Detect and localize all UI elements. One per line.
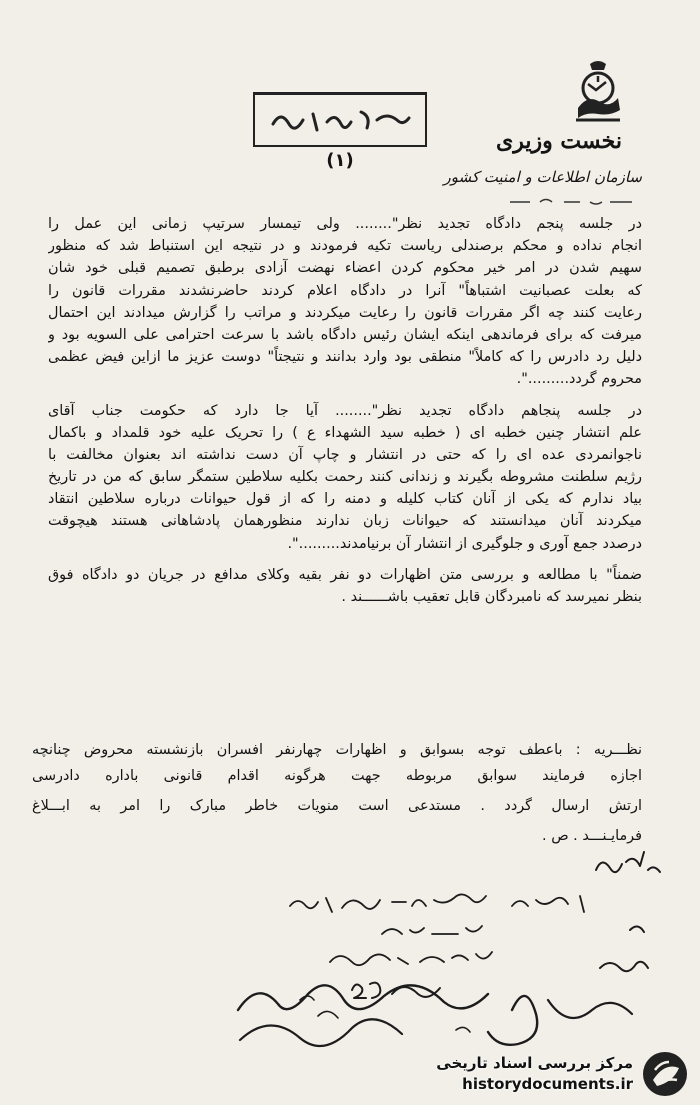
body-line: میکردند آنان میدانستند که حیوانات زبان ندارند منظورهمان پادشاهانی هستند هیچوقت bbox=[48, 513, 642, 530]
body-line: میرفت که برای فرماندهی اینکه ایشان رئیس دادگاه باشد با سرعت احترامی علی السویه بود و bbox=[48, 326, 642, 343]
body-line: دلیل رد دادرس را که کاملاً" منطقی بود وارد بدانند و نتیجتاً" دوست عزیز ما ازاین فیض عظمی bbox=[48, 349, 642, 366]
body-line: سهیم شدن در امر خیر محکوم کردن اعضاء نهضت آزادی برطبق تصمیم قبلی خود شان bbox=[48, 260, 642, 277]
body-line: درصدد جمع آوری و جلوگیری از انتشار آن برنیامدند.........". bbox=[287, 535, 642, 552]
body-line: ناجوانمردی عده ای را که حتی در انتشار و چاپ آن دست نداشته اند بعنوان مخالفت با bbox=[48, 446, 642, 463]
body-line: که بعلت عصبانیت اشتباهاً" آنرا در دادگاه اعلام کردند حاضرنشدند مقررات قانون را bbox=[48, 282, 642, 299]
body-line: انجام نداده و محکم برصندلی ریاست تکیه فرمودند و در نتیجه این استنباط شد که منظور bbox=[48, 238, 642, 255]
organization-name: سازمان اطلاعات و امنیت کشور bbox=[443, 168, 642, 186]
body-line: علم انتشار چنین خطبه ای ( خطبه سید الشهداء ع ) را تحریک علیه خود قلمداد و باکمال bbox=[48, 424, 642, 441]
opinion-line: فرمایـنـــد . ص . bbox=[542, 828, 642, 845]
body-line: در جلسه پنجم دادگاه تجدید نظر"........ ولی تیمسار سرتیپ زمانی این عمل را bbox=[48, 216, 642, 232]
opinion-line: نظـــریه : باعطف توجه بسوابق و اظهارات چهارنفر افسران بازنشسته محروض چنانچه bbox=[32, 742, 642, 758]
archive-watermark bbox=[425, 1048, 695, 1100]
body-line: ضمناً" با مطالعه و بررسی متن اظهارات دو نفر بقیه وکلای مدافع در جریان دو دادگاه فوق bbox=[48, 566, 642, 583]
watermark-name: مرکز بررسی اسناد تاریخی bbox=[436, 1054, 633, 1072]
body-line: بنظر نمیرسد که نامبردگان قابل تعقیب باشــــــند . bbox=[341, 589, 642, 605]
body-line: رژیم سلطنت مشروطه بگیرند و زندانی کنند رحمت بکلیه سلاطین ستمگر سابق که من در تاریخ bbox=[48, 469, 642, 486]
opinion-line: اجازه فرمایند سوابق مربوطه جهت هرگونه اقدام قانونی باداره دادرسی bbox=[32, 768, 642, 785]
office-title: نخست وزیری bbox=[496, 128, 622, 154]
body-line: رعایت کنند چه اگر مقررات قانون را رعایت میکردند و مراتب را گزارش میدادند این احتمال bbox=[48, 304, 642, 321]
page-number: (۱) bbox=[326, 150, 354, 171]
archive-logo-icon bbox=[641, 1050, 689, 1098]
body-line: در جلسه پنجاهم دادگاه تجدید نظر"........ آیا جا دارد که حکومت جناب آقای bbox=[48, 402, 642, 419]
body-line: محروم گردد.........". bbox=[516, 371, 642, 388]
watermark-url: historydocuments.ir bbox=[462, 1075, 633, 1093]
body-line: بیاد ندارم که یکی از آنان کتاب کلیله و دمنه را که از قول حیوانات درباره سلاطین انتقاد bbox=[48, 491, 642, 508]
opinion-line: ارتش ارسال گردد . مستدعی است منویات خاطر مبارک را امر به ابـــلاغ bbox=[32, 798, 642, 815]
